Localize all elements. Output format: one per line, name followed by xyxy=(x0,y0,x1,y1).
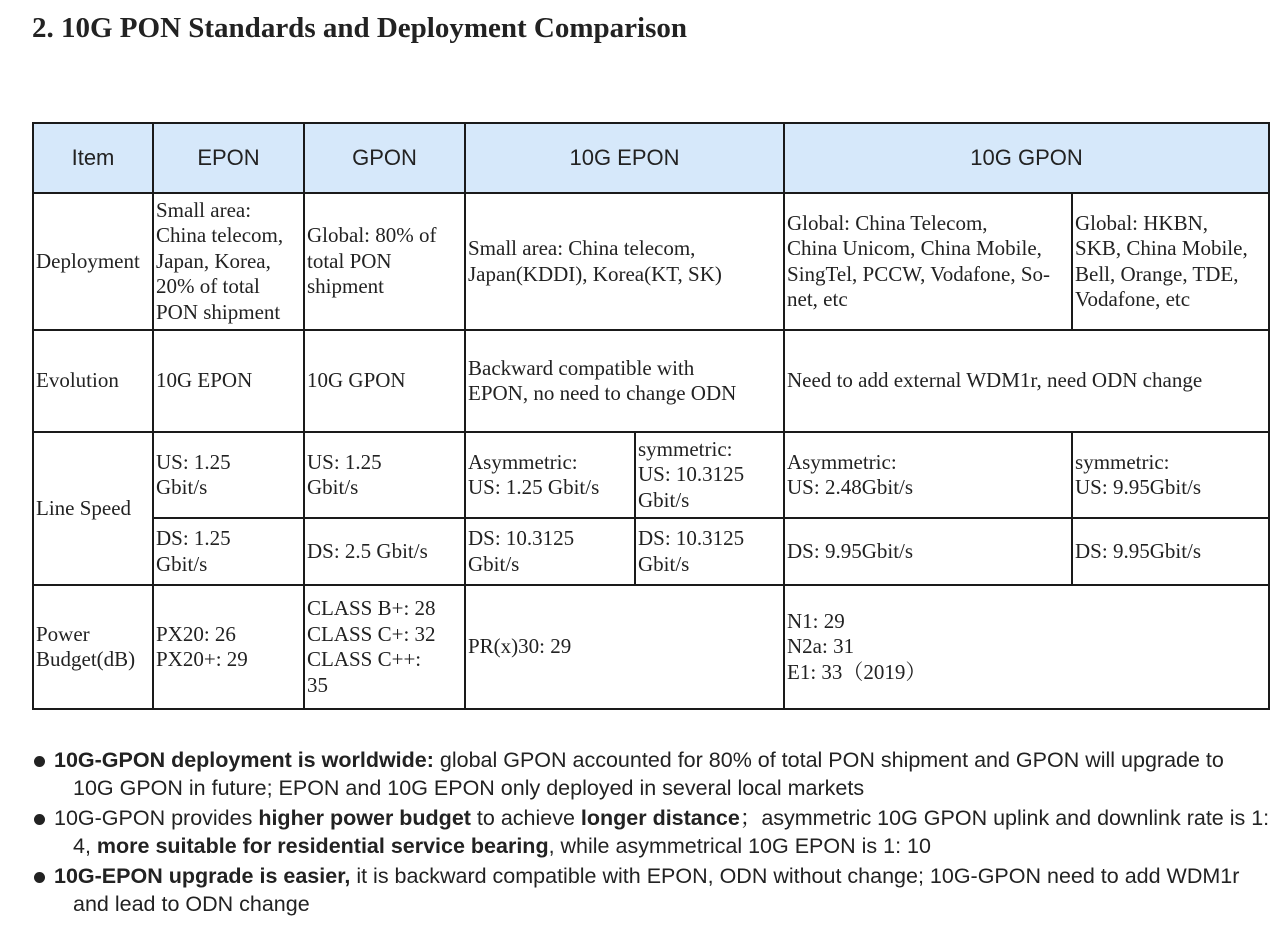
bullet-list xyxy=(30,746,1270,920)
page-title: 2. 10G PON Standards and Deployment Comparison xyxy=(32,12,687,44)
cell-line: CLASS C++: xyxy=(307,647,422,671)
row-label-deployment: Deployment xyxy=(33,193,153,330)
cell-line: Asymmetric: xyxy=(468,449,578,474)
table-row-line-speed-ds xyxy=(33,518,1269,585)
cell-ds-gpon: DS: 2.5 Gbit/s xyxy=(304,518,465,585)
bullet-bold-text: 10G-EPON upgrade is easier, xyxy=(54,864,351,888)
cell-deployment-gpon xyxy=(304,193,465,330)
cell-line: symmetric: xyxy=(638,436,733,461)
cell-deployment-epon xyxy=(153,193,304,330)
cell-deployment-10g-epon xyxy=(465,193,784,330)
cell-line: E1: 33（2019） xyxy=(787,659,927,684)
cell-line: China Unicom, China Mobile, xyxy=(787,236,1042,260)
cell-line: SingTel, PCCW, Vodafone, So- xyxy=(787,261,1051,286)
cell-power-epon xyxy=(153,585,304,709)
cell-line: shipment xyxy=(307,274,384,299)
header-gpon: GPON xyxy=(304,123,465,193)
cell-line: China telecom, xyxy=(156,223,284,248)
table-row-deployment xyxy=(33,193,1269,330)
cell-line: Global: 80% of xyxy=(307,223,437,248)
cell-line: US: 1.25 xyxy=(156,449,231,474)
cell-line: EPON, no need to change ODN xyxy=(468,381,737,405)
cell-line: Budget(dB) xyxy=(36,647,136,671)
cell-line: Gbit/s xyxy=(156,475,208,499)
cell-line: Gbit/s xyxy=(638,487,690,512)
cell-line: net, etc xyxy=(787,287,848,311)
cell-line: Power xyxy=(36,621,90,646)
cell-line: DS: 10.3125 xyxy=(638,526,745,550)
cell-ds-10g-gpon-asym: DS: 9.95Gbit/s xyxy=(784,518,1072,585)
cell-line: DS: 10.3125 xyxy=(468,526,575,550)
bullet-bold-text: more suitable for residential service bearing xyxy=(96,834,549,858)
bullet-text: to achieve xyxy=(470,806,581,830)
cell-evolution-10g-epon xyxy=(465,330,784,432)
cell-line: N2a: 31 xyxy=(787,634,855,659)
bullet-bold-text: 10G-GPON deployment is worldwide: xyxy=(54,748,434,772)
cell-line: US: 1.25 xyxy=(307,449,382,474)
cell-line: Gbit/s xyxy=(468,551,520,576)
cell-line: Small area: xyxy=(156,197,252,222)
cell-line: Global: China Telecom, xyxy=(787,210,988,235)
cell-line: Global: HKBN, xyxy=(1075,210,1209,235)
cell-line: US: 9.95Gbit/s xyxy=(1075,475,1202,499)
bullet-text: ；asymmetric 10G GPON uplink and downlink rate is 1: 4, xyxy=(73,806,1270,858)
cell-line: Small area: China telecom, xyxy=(468,236,696,260)
bullet-item xyxy=(30,804,1270,860)
cell-line: Gbit/s xyxy=(156,551,208,576)
cell-line: Japan, Korea, xyxy=(156,248,271,273)
cell-power-10g-epon: PR(x)30: 29 xyxy=(465,585,784,709)
cell-line: 35 xyxy=(307,672,328,697)
cell-line: Asymmetric: xyxy=(787,449,897,474)
bullet-bold-text: higher power budget xyxy=(258,806,471,830)
cell-line: US: 1.25 Gbit/s xyxy=(468,475,600,499)
bullet-dot-icon xyxy=(34,872,45,883)
bullet-dot-icon xyxy=(34,814,45,825)
cell-power-gpon xyxy=(304,585,465,709)
cell-line: Gbit/s xyxy=(638,551,690,576)
bullet-dot-icon xyxy=(34,756,45,767)
table-row-power-budget xyxy=(33,585,1269,709)
cell-us-epon xyxy=(153,432,304,518)
row-label-power-budget xyxy=(33,585,153,709)
cell-us-gpon xyxy=(304,432,465,518)
cell-us-10g-epon-asym xyxy=(465,432,635,518)
cell-evolution-10g-gpon: Need to add external WDM1r, need ODN change xyxy=(784,330,1269,432)
cell-line: total PON xyxy=(307,248,392,273)
cell-line: Backward compatible with xyxy=(468,355,695,380)
cell-ds-epon xyxy=(153,518,304,585)
table-row-evolution xyxy=(33,330,1269,432)
cell-line: Bell, Orange, TDE, xyxy=(1075,261,1239,286)
cell-line: PX20+: 29 xyxy=(156,647,248,671)
bullet-text: 10G-GPON provides xyxy=(54,806,259,830)
cell-deployment-10g-gpon-b xyxy=(1072,193,1269,330)
bullet-text: it is backward compatible with EPON, ODN without change; 10G-GPON need to add WDM1r and lead to ODN change xyxy=(73,864,1240,916)
cell-line: symmetric: xyxy=(1075,449,1170,474)
header-epon: EPON xyxy=(153,123,304,193)
cell-line: N1: 29 xyxy=(787,608,845,633)
cell-line: US: 2.48Gbit/s xyxy=(787,475,914,499)
cell-line: US: 10.3125 xyxy=(638,462,745,487)
row-label-evolution: Evolution xyxy=(33,330,153,432)
header-item: Item xyxy=(33,123,153,193)
cell-ds-10g-epon-sym xyxy=(635,518,784,585)
cell-line: Gbit/s xyxy=(307,475,359,499)
cell-us-10g-gpon-asym xyxy=(784,432,1072,518)
bullet-item xyxy=(30,746,1270,802)
header-10g-epon: 10G EPON xyxy=(465,123,784,193)
cell-power-10g-gpon xyxy=(784,585,1269,709)
cell-ds-10g-epon-asym xyxy=(465,518,635,585)
table-header-row xyxy=(33,123,1269,193)
cell-ds-10g-gpon-sym: DS: 9.95Gbit/s xyxy=(1072,518,1269,585)
cell-evolution-epon: 10G EPON xyxy=(153,330,304,432)
header-10g-gpon: 10G GPON xyxy=(784,123,1269,193)
table-row-line-speed-us xyxy=(33,432,1269,518)
cell-line: CLASS C+: 32 xyxy=(307,621,436,646)
bullet-text: global GPON accounted for 80% of total PON shipment and GPON will upgrade to 10G GPON in future; EPON and 10G EPON only deployed in several local markets xyxy=(73,748,1224,800)
cell-line: 20% of total xyxy=(156,274,260,299)
cell-us-10g-epon-sym xyxy=(635,432,784,518)
cell-line: DS: 1.25 xyxy=(156,526,231,550)
cell-line: Vodafone, etc xyxy=(1075,287,1191,311)
row-label-line-speed: Line Speed xyxy=(33,432,153,585)
cell-us-10g-gpon-sym xyxy=(1072,432,1269,518)
cell-deployment-10g-gpon-a xyxy=(784,193,1072,330)
bullet-bold-text: longer distance xyxy=(580,806,740,830)
cell-line: CLASS B+: 28 xyxy=(307,596,436,620)
comparison-table xyxy=(32,122,1270,710)
cell-evolution-gpon: 10G GPON xyxy=(304,330,465,432)
cell-line: PX20: 26 xyxy=(156,621,236,646)
cell-line: SKB, China Mobile, xyxy=(1075,236,1248,260)
bullet-item xyxy=(30,862,1270,918)
cell-line: PON shipment xyxy=(156,299,281,324)
cell-line: Japan(KDDI), Korea(KT, SK) xyxy=(468,261,722,286)
bullet-text: , while asymmetrical 10G EPON is 1: 10 xyxy=(548,834,931,858)
